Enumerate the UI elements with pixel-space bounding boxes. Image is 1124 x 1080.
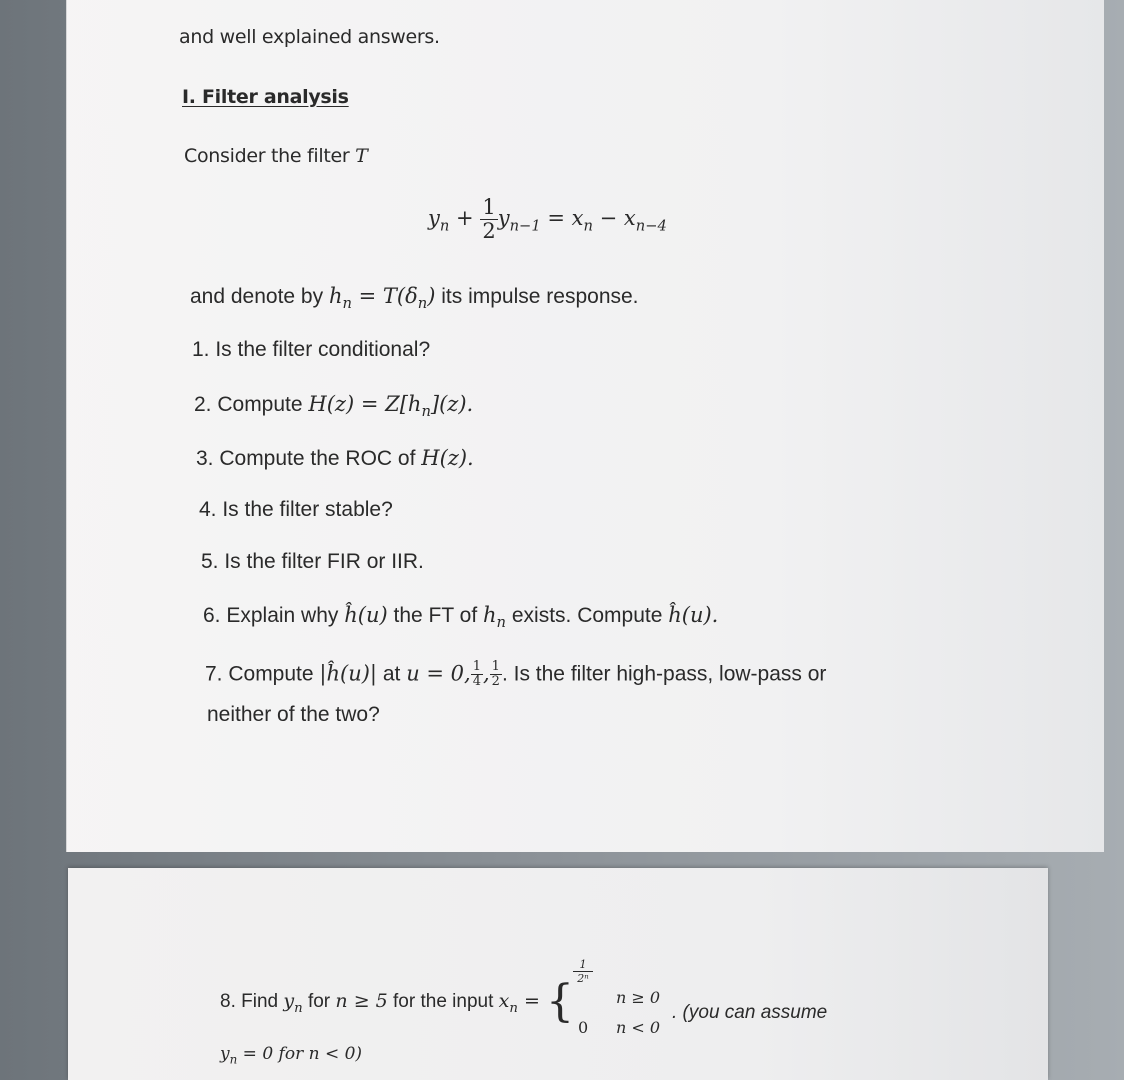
eq-frac-den: 2 [482, 219, 496, 244]
q6-mid: the FT of [387, 604, 484, 627]
q7-u: u = 0, [406, 661, 471, 686]
question-2 [194, 392, 473, 420]
filter-symbol: T [355, 145, 368, 167]
q8-case1-frac [573, 958, 593, 985]
denote-h-sub: n [342, 295, 352, 313]
q2-sub: n [421, 403, 431, 421]
q8-line2-sub: n [229, 1052, 238, 1067]
question-1: 1. Is the filter conditional? [192, 338, 431, 361]
eq-sub-xn: n [583, 217, 593, 235]
eq-equals-x: = x [547, 206, 584, 231]
q7-comma: , [482, 661, 490, 686]
denote-line [190, 284, 639, 312]
paper-sheet-bottom [68, 868, 1048, 1080]
q8-case2-val: 0 [578, 1018, 589, 1037]
q8-post: . (you can assume [672, 1002, 828, 1023]
q7-at: at [377, 662, 407, 686]
q7-f1-den: 4 [472, 674, 481, 690]
q8-y-sub: n [294, 1000, 303, 1016]
eq-sub-n1: n−1 [509, 217, 541, 235]
section-heading: I. Filter analysis [182, 86, 349, 108]
q7-math: |ĥ(u)| [319, 661, 377, 686]
eq-frac-num: 1 [482, 195, 496, 219]
consider-text: Consider the filter [184, 145, 356, 167]
q6-math1: ĥ(u) [344, 603, 388, 627]
denote-post: its impulse response. [435, 285, 639, 308]
question-8 [220, 976, 574, 1027]
q7-pre: 7. Compute [205, 662, 320, 686]
q8-brace: { [545, 976, 574, 1027]
q8-line-2 [220, 1044, 362, 1066]
eq-sub-xn4: n−4 [635, 217, 667, 235]
consider-line [184, 145, 368, 167]
denote-close: ) [427, 284, 436, 308]
q3-pre: 3. Compute the ROC of [196, 447, 422, 470]
eq-fraction [480, 196, 497, 243]
q8-case2-cond: n < 0 [616, 1018, 661, 1037]
question-7 [205, 660, 826, 690]
denote-delta-sub: n [417, 295, 428, 313]
eq-plus: + [456, 206, 474, 231]
q8-pre: 8. Find [220, 991, 284, 1013]
q8-x-sub: n [509, 1000, 518, 1016]
filter-equation [428, 196, 667, 243]
question-4: 4. Is the filter stable? [199, 498, 393, 521]
q7-f1-num: 1 [472, 659, 481, 674]
q2-pre: 2. Compute [194, 393, 309, 416]
q7-frac-2 [490, 660, 502, 690]
q8-case1-num: 1 [573, 958, 593, 972]
question-7-line-2: neither of the two? [207, 703, 380, 726]
q6-math3: ĥ(u). [668, 603, 719, 627]
q8-line2-y: y [220, 1044, 230, 1064]
eq-sub-n: n [439, 217, 450, 235]
q8-mid: for [302, 991, 336, 1013]
q8-line2-rest: = 0 for n < 0) [237, 1044, 363, 1064]
q2-math: H(z) = Z[h [308, 392, 422, 416]
q6-sub: n [496, 614, 507, 632]
q8-cond: n ≥ 5 [335, 990, 388, 1013]
q8-case1-cond: n ≥ 0 [616, 988, 661, 1007]
q3-math: H(z). [421, 446, 474, 470]
denote-h: h [328, 284, 343, 308]
q8-eq: = [517, 990, 546, 1013]
q2-close: ](z). [430, 392, 474, 416]
q6-post: exists. Compute [506, 604, 669, 627]
q7-f2-num: 1 [491, 659, 500, 674]
q7-post: . Is the filter high-pass, low-pass or [501, 662, 827, 686]
q7-frac-1 [471, 660, 483, 690]
q6-pre: 6. Explain why [203, 604, 345, 627]
denote-t: = T(δ [351, 284, 418, 308]
q6-math2: h [483, 603, 497, 627]
intro-text: and well explained answers. [179, 26, 440, 48]
eq-y: y [428, 206, 440, 231]
q8-case1-den: 2ⁿ [577, 972, 589, 985]
eq-y-prev: y [497, 206, 510, 231]
question-3 [196, 446, 474, 471]
q7-f2-den: 2 [491, 674, 500, 690]
eq-minus-x: − x [592, 206, 636, 231]
question-5: 5. Is the filter FIR or IIR. [201, 550, 424, 573]
question-6 [203, 603, 718, 631]
denote-pre: and denote by [190, 285, 329, 308]
q8-x: x [498, 990, 510, 1013]
q8-input: for the input [387, 991, 499, 1013]
q8-y: y [283, 990, 295, 1013]
